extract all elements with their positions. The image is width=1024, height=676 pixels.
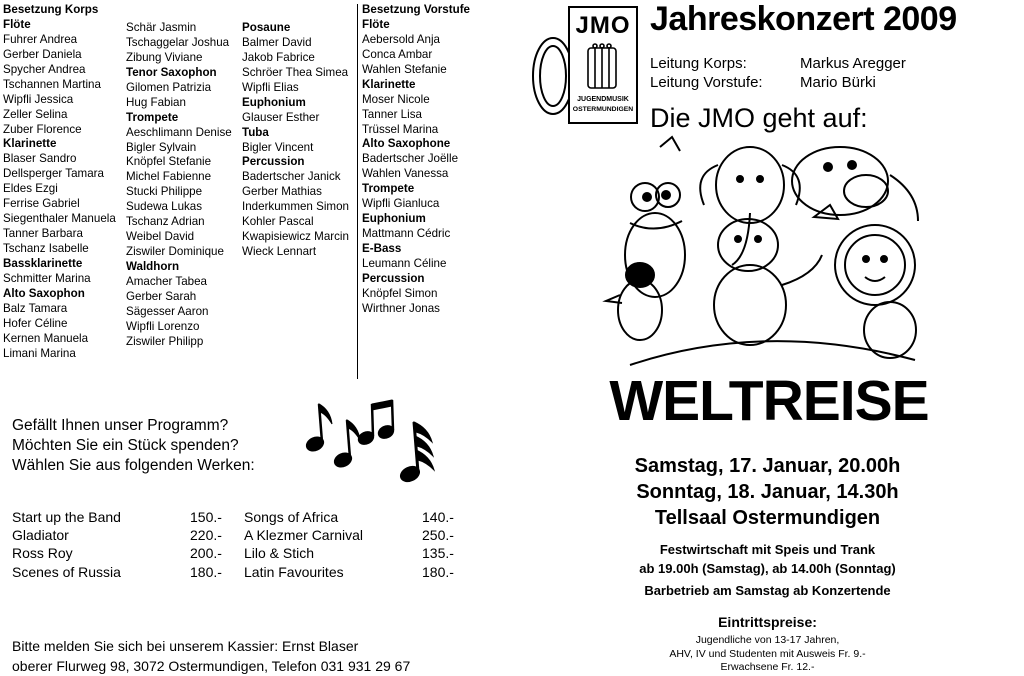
barbetrieb: Barbetrieb am Samstag ab Konzertende <box>644 583 891 598</box>
member-name: Glauser Esther <box>242 110 320 124</box>
leitung-korps-label: Leitung Korps: <box>650 55 747 72</box>
member-name: Wipfli Jessica <box>3 92 74 106</box>
member-name: Wahlen Vanessa <box>362 167 449 181</box>
song-price: 180.- <box>190 563 222 580</box>
price-line-2: AHV, IV und Studenten mit Ausweis Fr. 9.- <box>669 648 866 660</box>
member-name: Wipfli Lorenzo <box>126 319 200 333</box>
leitung-vorstufe-name: Mario Bürki <box>800 74 876 91</box>
cartoon-animals-illustration <box>600 135 935 373</box>
song-row <box>12 508 242 526</box>
member-name: Schär Jasmin <box>126 21 197 34</box>
songs-right-list <box>244 508 474 581</box>
song-price: 180.- <box>422 563 454 580</box>
member-name: Wipfli Gianluca <box>362 197 440 211</box>
song-row <box>244 563 474 581</box>
trumpet-icon <box>578 42 628 92</box>
section-heading: Posaune <box>242 21 291 34</box>
logo-caption-2: OSTERMUNDIGEN <box>572 106 634 113</box>
member-name: Kwapisiewicz Marcin <box>242 230 349 244</box>
song-row <box>244 508 474 526</box>
song-title: Scenes of Russia <box>12 563 121 580</box>
festwirtschaft: Festwirtschaft mit Speis und Trank <box>659 542 876 557</box>
section-heading: Alto Saxophone <box>362 137 451 151</box>
song-row <box>244 544 474 562</box>
song-row <box>12 544 242 562</box>
question-line-2: Möchten Sie ein Stück spenden? <box>12 437 239 454</box>
korps-col3-list <box>242 21 349 260</box>
cashier-info <box>12 636 410 676</box>
member-name: Blaser Sandro <box>3 152 77 166</box>
korps-col1 <box>3 3 116 362</box>
song-title: Songs of Africa <box>244 509 339 525</box>
song-row <box>12 563 242 581</box>
member-name: Aebersold Anja <box>362 32 440 46</box>
member-name: Stucki Philippe <box>126 185 203 199</box>
logo-caption-1: JUGENDMUSIK <box>577 96 629 103</box>
song-title: A Klezmer Carnival <box>244 527 364 544</box>
member-name: Schröer Thea Simea <box>242 65 349 79</box>
prices-heading: Eintrittspreise: <box>718 614 817 630</box>
section-heading: Alto Saxophon <box>3 286 85 300</box>
song-title: Gladiator <box>12 527 69 544</box>
member-name: Zibung Viviane <box>126 50 203 64</box>
section-heading: Euphonium <box>362 212 426 226</box>
korps-col2 <box>126 21 232 350</box>
section-heading: Waldhorn <box>126 260 180 273</box>
member-name: Tschanz Adrian <box>126 215 205 229</box>
tagline: Die JMO geht auf: <box>650 103 868 133</box>
question-line-3: Wählen Sie aus folgenden Werken: <box>12 457 255 474</box>
member-name: Wahlen Stefanie <box>362 62 447 76</box>
leitung-korps-name: Markus Aregger <box>800 55 906 72</box>
music-notes-icon <box>298 396 448 492</box>
section-heading: Tuba <box>242 125 269 139</box>
member-name: Limani Marina <box>3 346 76 360</box>
song-title: Start up the Band <box>12 509 121 525</box>
member-name: Hug Fabian <box>126 95 186 109</box>
cashier-line-2: oberer Flurweg 98, 3072 Ostermundigen, Telefon 031 931 29 67 <box>12 658 411 674</box>
member-name: Tschanz Isabelle <box>3 242 89 255</box>
member-name: Dellsperger Tamara <box>3 167 104 181</box>
section-heading: Trompete <box>362 182 415 196</box>
member-name: Gerber Sarah <box>126 289 197 303</box>
member-name: Michel Fabienne <box>126 170 212 184</box>
member-name: Wieck Lennart <box>242 245 317 259</box>
member-name: Inderkummen Simon <box>242 200 349 214</box>
member-name: Sudewa Lukas <box>126 200 203 214</box>
price-line-1: Jugendliche von 13-17 Jahren, <box>695 634 840 646</box>
section-heading: Klarinette <box>3 137 57 151</box>
member-name: Jakob Fabrice <box>242 50 315 64</box>
donation-question <box>12 416 255 476</box>
songs-left-list <box>12 508 242 581</box>
venue: Tellsaal Ostermundigen <box>654 507 881 529</box>
song-price: 150.- <box>190 509 222 525</box>
song-price: 200.- <box>190 545 222 562</box>
section-heading: Flöte <box>362 17 390 31</box>
column-divider <box>357 4 358 379</box>
member-name: Ferrise Gabriel <box>3 197 80 211</box>
member-name: Zuber Florence <box>3 122 82 136</box>
question-line-1: Gefällt Ihnen unser Programm? <box>12 417 229 434</box>
member-name: Kohler Pascal <box>242 215 314 229</box>
member-name: Tanner Lisa <box>362 107 422 121</box>
song-price: 135.- <box>422 545 454 562</box>
member-name: Zeller Selina <box>3 107 68 121</box>
member-name: Wirthner Jonas <box>362 301 440 315</box>
member-name: Siegenthaler Manuela <box>3 212 116 226</box>
cashier-line-1: Bitte melden Sie sich bei unserem Kassier: Ernst Blaser <box>12 638 359 654</box>
vorstufe-col <box>362 3 470 317</box>
song-price: 250.- <box>422 527 454 544</box>
korps-col1-list <box>3 18 116 362</box>
member-name: Amacher Tabea <box>126 274 207 288</box>
price-line-3: Erwachsene Fr. 12.- <box>720 661 815 673</box>
date-saturday: Samstag, 17. Januar, 20.00h <box>634 455 901 477</box>
date-sunday: Sonntag, 18. Januar, 14.30h <box>636 481 899 503</box>
member-name: Moser Nicole <box>362 92 430 106</box>
section-heading: Bassklarinette <box>3 256 83 270</box>
jmo-logo <box>568 6 638 124</box>
festwirtschaft-times: ab 19.00h (Samstag), ab 14.00h (Sonntag) <box>639 561 896 576</box>
theme-title: WELTREISE <box>609 369 929 433</box>
member-name: Gerber Daniela <box>3 47 82 61</box>
song-row <box>12 526 242 544</box>
song-price: 140.- <box>422 509 454 525</box>
section-heading: Euphonium <box>242 95 306 109</box>
member-name: Gerber Mathias <box>242 185 322 199</box>
concert-title: Jahreskonzert 2009 <box>650 0 957 38</box>
song-title: Ross Roy <box>12 545 73 562</box>
korps-col2-list <box>126 21 232 350</box>
member-name: Aeschlimann Denise <box>126 125 232 139</box>
member-name: Weibel David <box>126 230 195 244</box>
member-name: Tschaggelar Joshua <box>126 35 230 49</box>
member-name: Balz Tamara <box>3 301 68 315</box>
member-name: Knöpfel Simon <box>362 286 438 300</box>
korps-col3 <box>242 21 349 260</box>
song-title: Latin Favourites <box>244 563 344 580</box>
section-heading: Tenor Saxophon <box>126 65 217 79</box>
member-name: Gilomen Patrizia <box>126 80 212 94</box>
member-name: Hofer Céline <box>3 316 68 330</box>
section-heading: E-Bass <box>362 242 402 255</box>
member-name: Bigler Sylvain <box>126 140 197 154</box>
section-heading: Percussion <box>362 271 425 285</box>
korps-heading: Besetzung Korps <box>3 3 99 16</box>
leitung-vorstufe-label: Leitung Vorstufe: <box>650 74 763 91</box>
section-heading: Trompete <box>126 110 179 124</box>
member-name: Ziswiler Philipp <box>126 334 204 348</box>
member-name: Balmer David <box>242 35 312 49</box>
member-name: Badertscher Janick <box>242 170 341 184</box>
member-name: Ziswiler Dominique <box>126 245 224 259</box>
songs-left <box>12 508 242 581</box>
vorstufe-heading: Besetzung Vorstufe <box>362 3 471 16</box>
section-heading: Percussion <box>242 155 305 169</box>
song-price: 220.- <box>190 527 222 544</box>
member-name: Spycher Andrea <box>3 62 86 76</box>
member-name: Tanner Barbara <box>3 227 83 241</box>
member-name: Knöpfel Stefanie <box>126 155 212 169</box>
member-name: Tschannen Martina <box>3 77 101 91</box>
vorstufe-list <box>362 18 470 317</box>
member-name: Mattmann Cédric <box>362 227 451 241</box>
member-name: Conca Ambar <box>362 47 433 61</box>
member-name: Leumann Céline <box>362 256 447 270</box>
member-name: Fuhrer Andrea <box>3 32 78 46</box>
member-name: Schmitter Marina <box>3 271 91 285</box>
member-name: Bigler Vincent <box>242 140 314 154</box>
member-name: Eldes Ezgi <box>3 182 58 196</box>
member-name: Kernen Manuela <box>3 331 89 345</box>
member-name: Badertscher Joëlle <box>362 152 459 166</box>
section-heading: Klarinette <box>362 77 416 91</box>
section-heading: Flöte <box>3 17 31 31</box>
song-title: Lilo & Stich <box>244 545 315 562</box>
song-row <box>244 526 474 544</box>
member-name: Wipfli Elias <box>242 80 299 94</box>
songs-right <box>244 508 474 581</box>
member-name: Sägesser Aaron <box>126 304 209 318</box>
logo-text: JMO <box>575 12 631 39</box>
member-name: Trüssel Marina <box>362 122 439 136</box>
